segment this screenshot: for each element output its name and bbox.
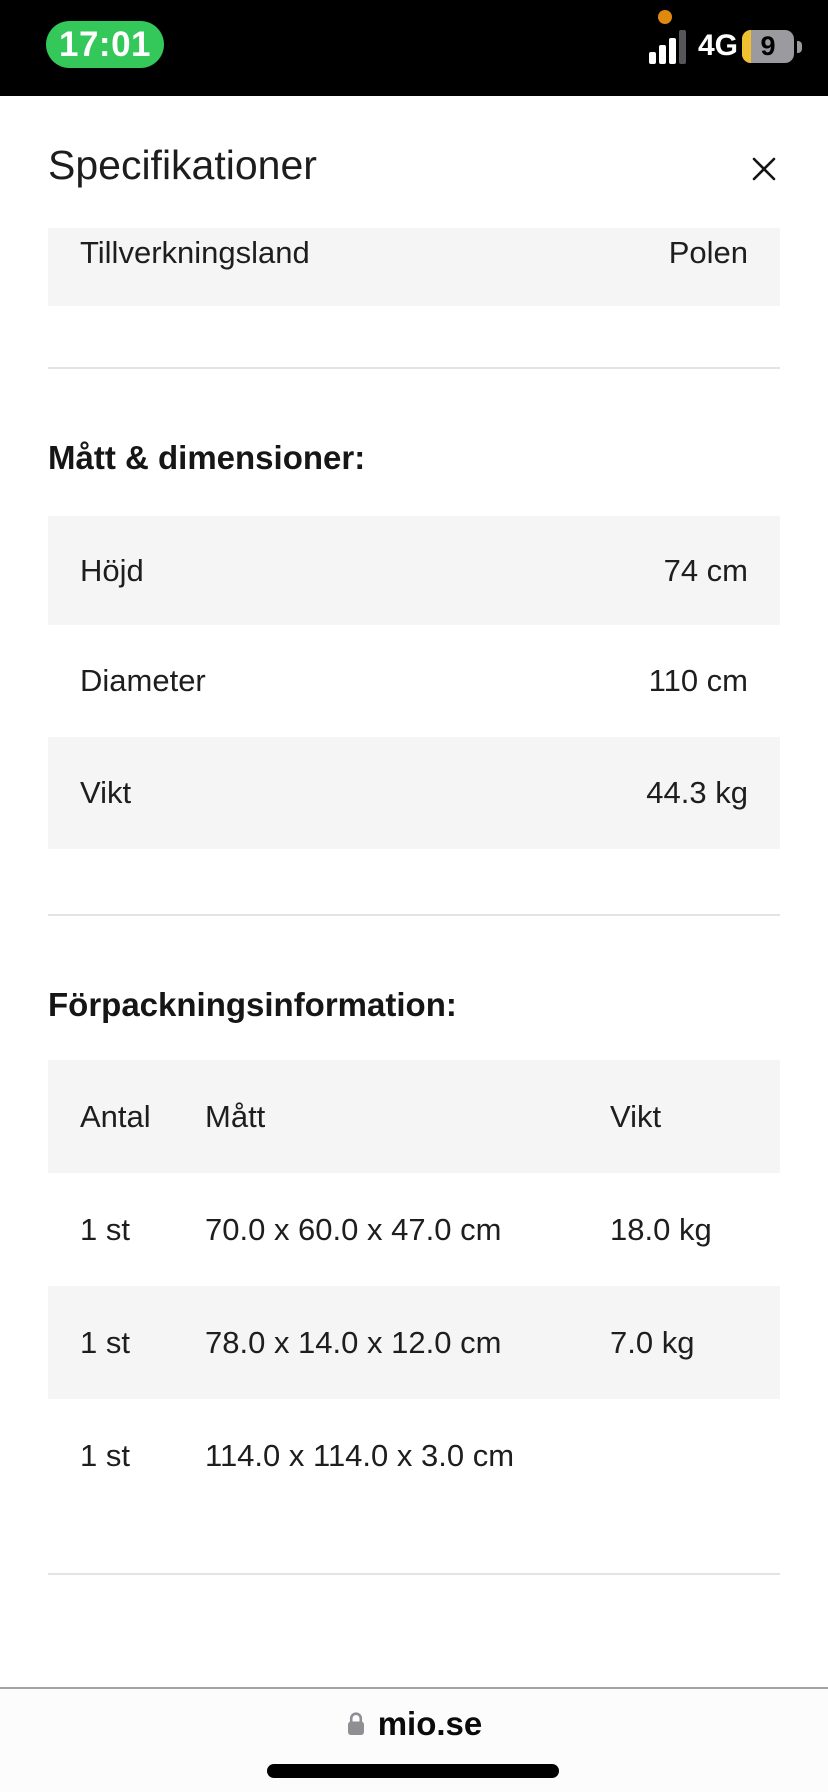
- packaging-table-row: [48, 1399, 780, 1512]
- network-type-label: 4G: [698, 29, 739, 62]
- spec-row-diameter: [48, 625, 780, 737]
- column-header-matt: Mått: [205, 1098, 266, 1134]
- section-divider: [48, 914, 780, 916]
- spec-label: Vikt: [80, 775, 132, 810]
- battery-percent-label: 9: [760, 31, 776, 61]
- spec-value: 74 cm: [663, 552, 748, 588]
- battery-nub: [797, 41, 802, 53]
- column-header-antal: Antal: [80, 1098, 151, 1134]
- address-field[interactable]: [0, 1705, 828, 1743]
- section-divider: [48, 367, 780, 369]
- battery-icon: [742, 30, 794, 63]
- packaging-table-row: [48, 1173, 780, 1286]
- cell-vikt: 7.0 kg: [610, 1324, 695, 1360]
- cell-matt: 114.0 x 114.0 x 3.0 cm: [205, 1437, 515, 1473]
- spec-label: Diameter: [80, 663, 206, 698]
- battery-fill-level: [742, 30, 751, 63]
- cellular-signal-icon: [649, 28, 689, 64]
- status-bar: [0, 0, 828, 96]
- spec-row-vikt: [48, 737, 780, 849]
- spec-value: 110 cm: [648, 663, 748, 698]
- spec-row-tillverkningsland: [48, 228, 780, 306]
- section-heading-dimensions: Mått & dimensioner:: [48, 439, 366, 476]
- spec-label: Höjd: [80, 552, 144, 588]
- close-icon: [752, 157, 776, 181]
- spec-value: 44.3 kg: [646, 775, 748, 810]
- cell-antal: 1 st: [80, 1437, 130, 1473]
- cell-matt: 78.0 x 14.0 x 12.0 cm: [205, 1324, 502, 1360]
- clock-time: 17:01: [58, 24, 152, 64]
- active-call-time-pill[interactable]: [46, 21, 164, 68]
- packaging-table-row: [48, 1286, 780, 1399]
- home-indicator-handle[interactable]: [267, 1764, 559, 1778]
- microphone-in-use-indicator-dot: [658, 10, 672, 24]
- section-divider: [48, 1573, 780, 1575]
- spec-value: Polen: [668, 235, 748, 270]
- cell-vikt: 18.0 kg: [610, 1211, 712, 1247]
- safari-address-bar: [0, 1687, 828, 1792]
- section-heading-packaging: Förpackningsinformation:: [48, 986, 457, 1023]
- close-button[interactable]: [745, 150, 783, 188]
- spec-label: Tillverkningsland: [80, 235, 310, 270]
- cell-matt: 70.0 x 60.0 x 47.0 cm: [205, 1211, 502, 1247]
- cell-antal: 1 st: [80, 1211, 130, 1247]
- lock-icon: [346, 1711, 366, 1737]
- cell-antal: 1 st: [80, 1324, 130, 1360]
- domain-label: mio.se: [377, 1705, 483, 1742]
- page-title: Specifikationer: [48, 142, 317, 188]
- packaging-table-header: [48, 1060, 780, 1173]
- spec-row-hojd: [48, 516, 780, 625]
- column-header-vikt: Vikt: [610, 1098, 662, 1134]
